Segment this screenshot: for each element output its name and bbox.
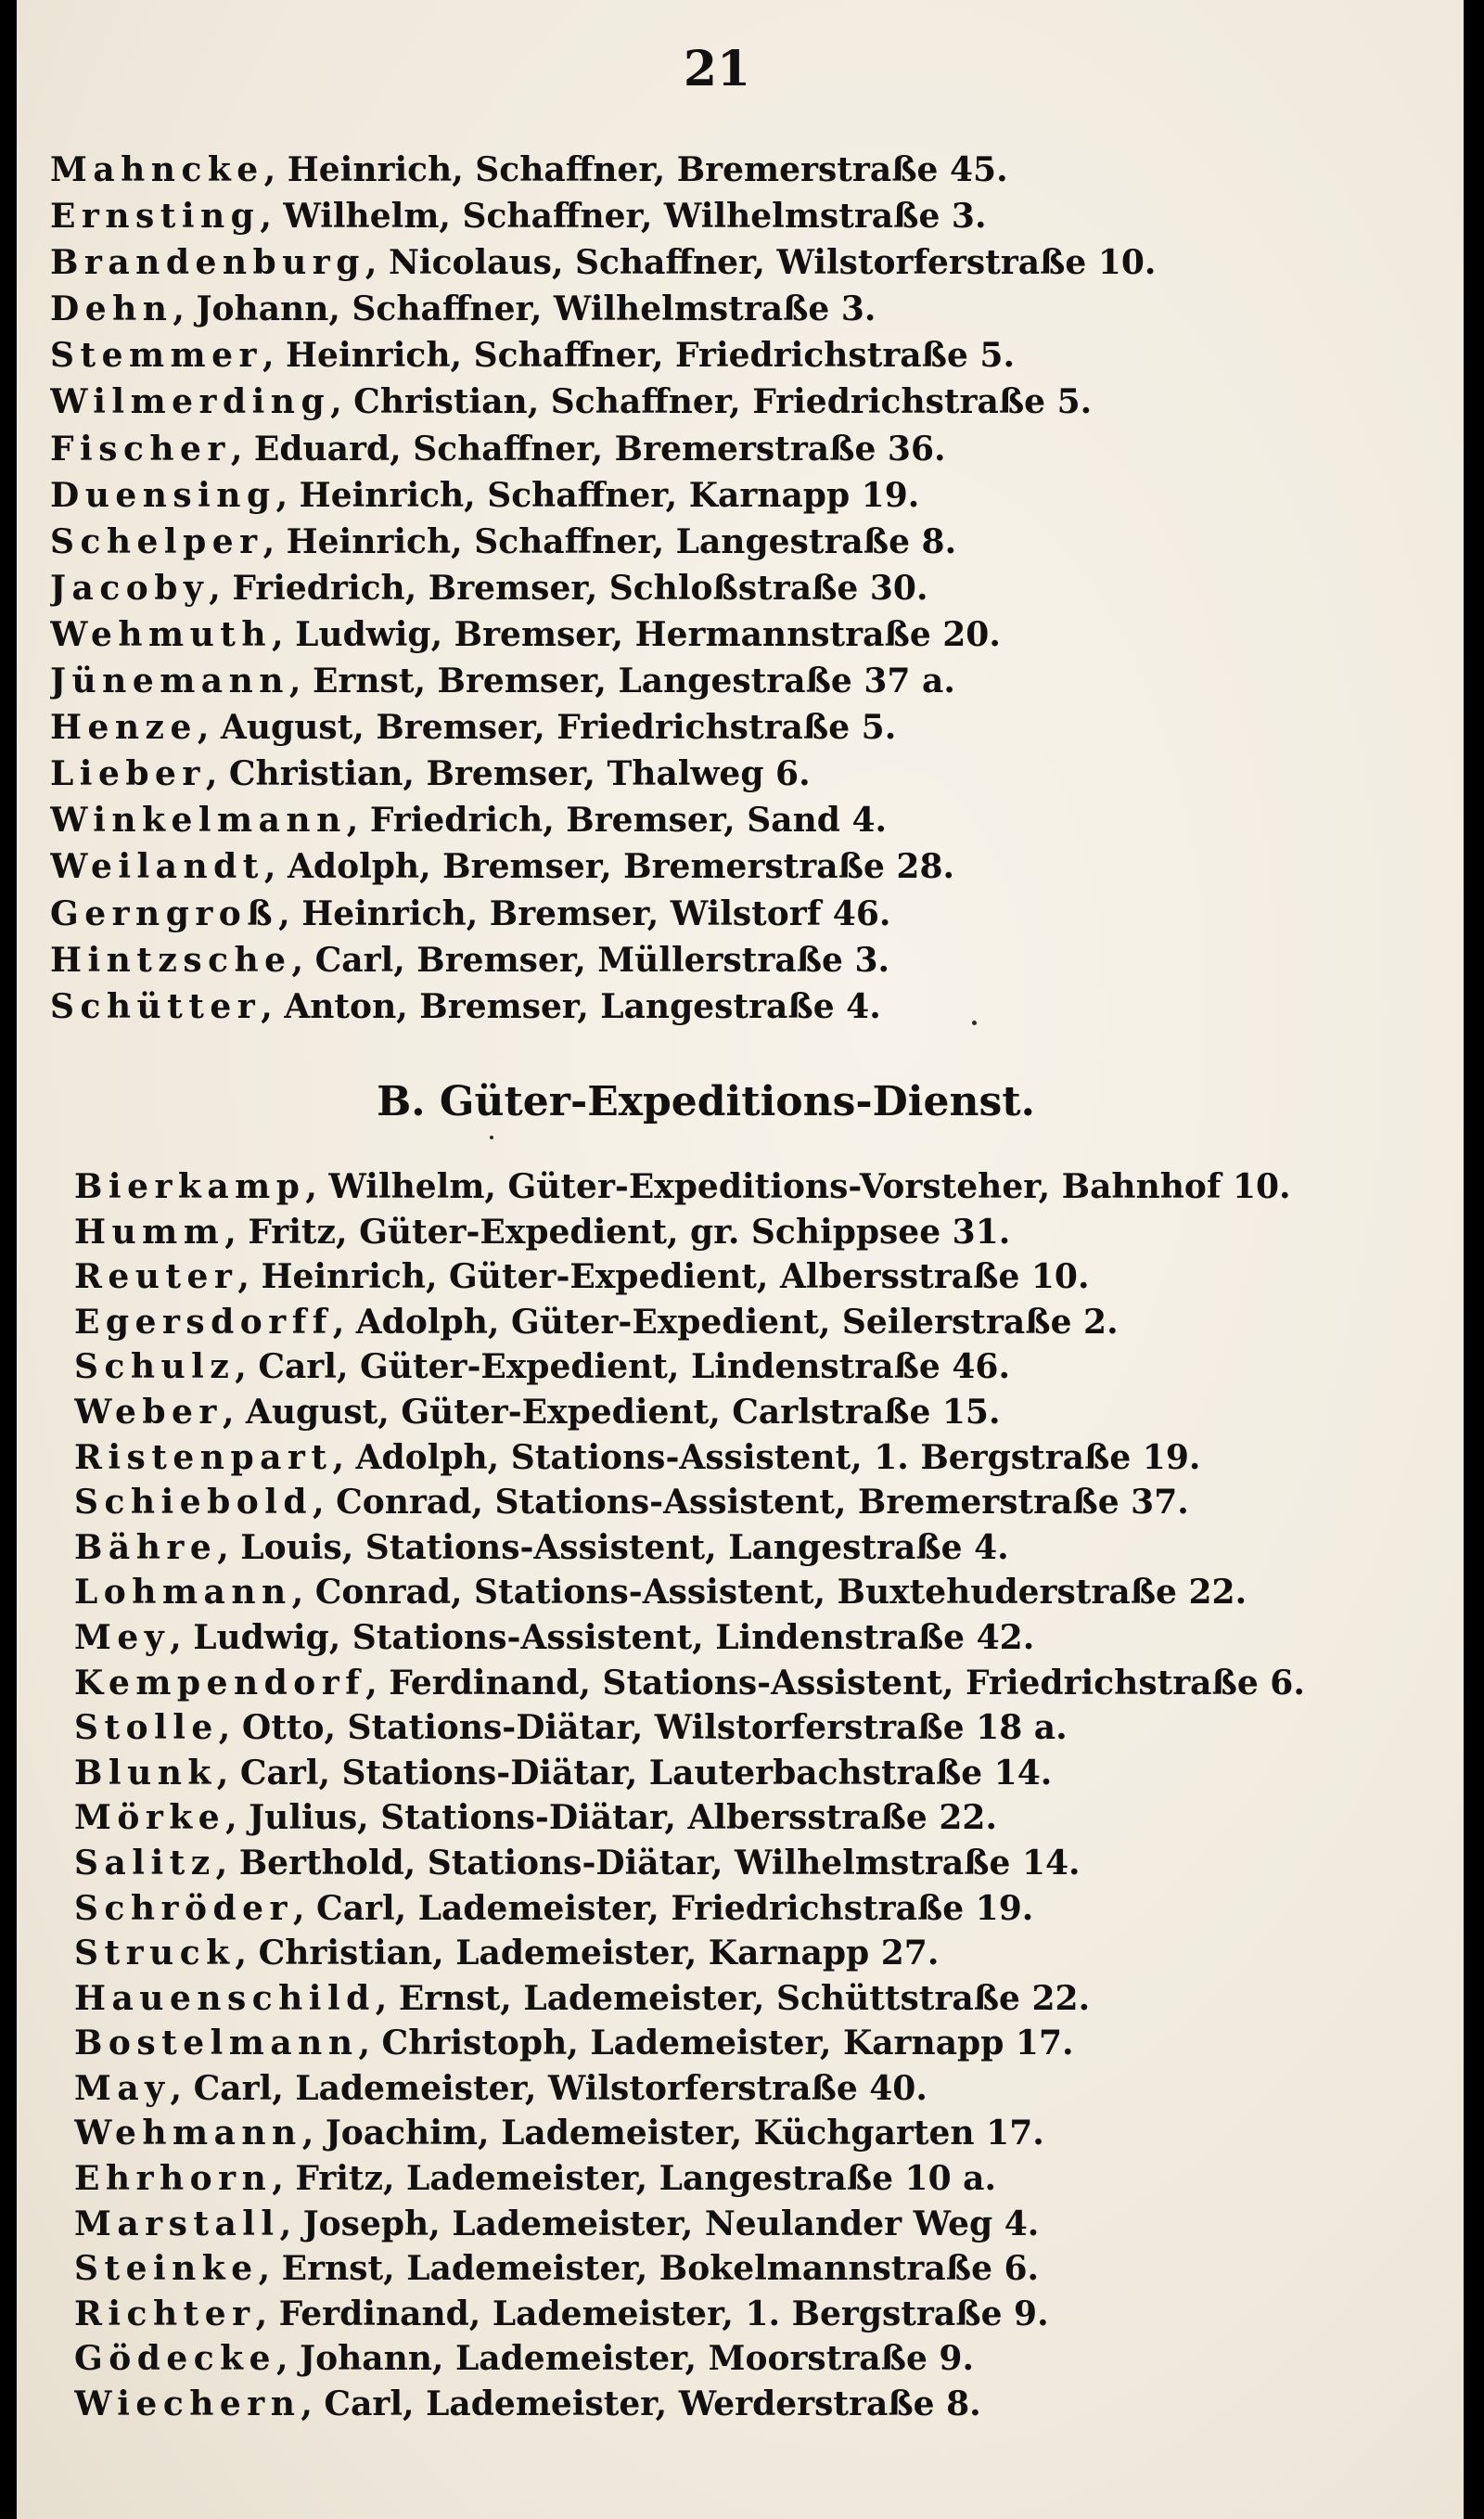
list-item xyxy=(50,937,1441,983)
entry-details: , Ernst, Lademeister, Schüttstraße 22. xyxy=(375,1978,1091,2018)
list-item xyxy=(50,379,1441,425)
surname: Schulz xyxy=(74,1347,236,1387)
entry-details: , Friedrich, Bremser, Sand 4. xyxy=(346,801,888,841)
list-item xyxy=(74,1525,1447,1571)
entry-details: , Carl, Lademeister, Wilstorferstraße 40. xyxy=(170,2068,928,2108)
surname: Henze xyxy=(50,708,198,748)
list-item xyxy=(74,1661,1447,1706)
page-edge-shadow xyxy=(1464,0,1484,2519)
surname: Reuter xyxy=(74,1257,238,1297)
entry-details: , Nicolaus, Schaffner, Wilstorferstraße 10. xyxy=(365,243,1157,283)
list-item xyxy=(74,1435,1447,1481)
surname: Kempendorf xyxy=(74,1663,366,1703)
entry-details: , Christian, Lademeister, Karnapp 27. xyxy=(235,1934,940,1973)
surname: Hauenschild xyxy=(74,1978,376,2018)
entry-details: , Joachim, Lademeister, Küchgarten 17. xyxy=(301,2114,1044,2153)
document-page xyxy=(17,0,1469,2519)
entry-details: , Adolph, Stations-Assistent, 1. Bergstraße 19. xyxy=(332,1437,1201,1477)
list-item xyxy=(74,2021,1447,2066)
list-item xyxy=(50,704,1441,751)
surname: Mahncke xyxy=(50,150,264,189)
surname: Ehrhorn xyxy=(74,2159,273,2199)
entry-details: , Fritz, Lademeister, Langestraße 10 a. xyxy=(272,2159,997,2199)
staff-list-b xyxy=(74,1164,1447,2427)
entry-details: , Johann, Lademeister, Moorstraße 9. xyxy=(275,2339,974,2379)
list-item xyxy=(74,1931,1447,1976)
staff-list-a xyxy=(50,147,1441,1030)
surname: Jacoby xyxy=(50,568,210,608)
entry-details: , Heinrich, Güter-Expedient, Albersstraße 10. xyxy=(237,1257,1090,1297)
entry-details: , Friedrich, Bremser, Schloßstraße 30. xyxy=(209,568,928,608)
surname: Gödecke xyxy=(74,2339,276,2379)
surname: Steinke xyxy=(74,2249,259,2289)
list-item xyxy=(74,1390,1447,1435)
entry-details: , Carl, Stations-Diätar, Lauterbachstraße 14. xyxy=(216,1753,1053,1793)
list-item xyxy=(74,1886,1447,1932)
surname: Humm xyxy=(74,1212,225,1252)
list-item xyxy=(74,2382,1447,2427)
surname: Lieber xyxy=(50,754,206,794)
list-item xyxy=(50,797,1441,843)
entry-details: , August, Güter-Expedient, Carlstraße 15. xyxy=(222,1392,1001,1432)
entry-details: , Heinrich, Schaffner, Bremerstraße 45. xyxy=(263,150,1008,189)
list-item xyxy=(74,1841,1447,1886)
list-item xyxy=(50,239,1441,286)
entry-details: , Joseph, Lademeister, Neulander Weg 4. xyxy=(279,2204,1040,2243)
entry-details: , Ernst, Bremser, Langestraße 37 a. xyxy=(288,662,955,701)
entry-details: , Carl, Güter-Expedient, Lindenstraße 46. xyxy=(235,1347,1010,1387)
entry-details: , Ernst, Lademeister, Bokelmannstraße 6. xyxy=(258,2249,1040,2289)
surname: Mey xyxy=(74,1617,171,1657)
list-item xyxy=(50,891,1441,937)
entry-details: , Adolph, Bremser, Bremerstraße 28. xyxy=(263,847,955,887)
list-item xyxy=(50,193,1441,239)
entry-details: , Conrad, Stations-Assistent, Bremerstraße 37. xyxy=(313,1483,1189,1523)
surname: Dehn xyxy=(50,289,173,329)
list-item xyxy=(50,983,1441,1030)
list-item xyxy=(50,611,1441,658)
list-item xyxy=(74,1480,1447,1525)
entry-details: , Christian, Bremser, Thalweg 6. xyxy=(205,754,811,794)
list-item xyxy=(74,1615,1447,1661)
entry-details: , Eduard, Schaffner, Bremerstraße 36. xyxy=(230,429,946,469)
surname: Jünemann xyxy=(50,662,289,701)
list-item xyxy=(74,2336,1447,2382)
surname: Stemmer xyxy=(50,336,262,376)
surname: Lohmann xyxy=(74,1573,292,1613)
list-item xyxy=(74,2292,1447,2337)
entry-details: , Adolph, Güter-Expedient, Seilerstraße 2. xyxy=(332,1302,1119,1342)
surname: Fischer xyxy=(50,429,231,469)
surname: Richter xyxy=(74,2294,256,2333)
surname: Mörke xyxy=(74,1798,226,1838)
list-item xyxy=(50,658,1441,704)
surname: Brandenburg xyxy=(50,243,365,283)
entry-details: , Berthold, Stations-Diätar, Wilhelmstraße 14. xyxy=(215,1843,1081,1883)
surname: Duensing xyxy=(50,475,276,515)
entry-details: , Ferdinand, Lademeister, 1. Bergstraße 9. xyxy=(255,2294,1049,2333)
list-item xyxy=(74,2156,1447,2202)
entry-details: , Julius, Stations-Diätar, Albersstraße 22. xyxy=(225,1798,997,1838)
surname: Schütter xyxy=(50,986,262,1026)
list-item xyxy=(74,1976,1447,2022)
entry-details: , Conrad, Stations-Assistent, Buxtehuderstraße 22. xyxy=(291,1573,1247,1613)
list-item xyxy=(50,286,1441,332)
list-item xyxy=(74,2202,1447,2247)
entry-details: , Ludwig, Bremser, Hermannstraße 20. xyxy=(272,614,1001,654)
entry-details: , August, Bremser, Friedrichstraße 5. xyxy=(197,708,897,748)
surname: Wehmuth xyxy=(50,614,273,654)
entry-details: , Anton, Bremser, Langestraße 4. xyxy=(261,986,881,1026)
surname: Blunk xyxy=(74,1753,217,1793)
entry-details: , Otto, Stations-Diätar, Wilstorferstraße 18 a. xyxy=(218,1708,1068,1748)
list-item xyxy=(50,843,1441,890)
surname: Bierkamp xyxy=(74,1167,306,1206)
surname: Marstall xyxy=(74,2204,280,2243)
surname: Stolle xyxy=(74,1708,219,1748)
entry-details: , Wilhelm, Schaffner, Wilhelmstraße 3. xyxy=(260,197,987,237)
list-item xyxy=(50,332,1441,379)
list-item xyxy=(50,565,1441,611)
entry-details: , Carl, Lademeister, Friedrichstraße 19. xyxy=(292,1888,1034,1928)
surname: Ristenpart xyxy=(74,1437,333,1477)
list-item xyxy=(74,1570,1447,1615)
list-item xyxy=(74,1705,1447,1751)
entry-details: , Christoph, Lademeister, Karnapp 17. xyxy=(358,2024,1074,2063)
entry-details: , Fritz, Güter-Expedient, gr. Schippsee 31. xyxy=(224,1212,1011,1252)
list-item xyxy=(74,1344,1447,1390)
entry-details: , Ferdinand, Stations-Assistent, Friedrichstraße 6. xyxy=(365,1663,1305,1703)
surname: Wiechern xyxy=(74,2384,301,2424)
entry-details: , Heinrich, Schaffner, Friedrichstraße 5. xyxy=(262,336,1015,376)
surname: May xyxy=(74,2068,171,2108)
entry-details: , Carl, Bremser, Müllerstraße 3. xyxy=(291,940,890,980)
entry-details: , Ludwig, Stations-Assistent, Lindenstraße 42. xyxy=(170,1617,1035,1657)
list-item xyxy=(74,1210,1447,1255)
list-item xyxy=(74,1300,1447,1345)
list-item xyxy=(74,1164,1447,1210)
surname: Wehmann xyxy=(74,2114,302,2153)
surname: Weilandt xyxy=(50,847,264,887)
surname: Ernsting xyxy=(50,197,261,237)
list-item xyxy=(74,1751,1447,1796)
entry-details: , Heinrich, Bremser, Wilstorf 46. xyxy=(278,893,891,933)
list-item xyxy=(74,1254,1447,1300)
page-number: 21 xyxy=(683,41,751,97)
entry-details: , Wilhelm, Güter-Expeditions-Vorsteher, Bahnhof 10. xyxy=(305,1167,1291,1206)
surname: Hintzsche xyxy=(50,940,292,980)
surname: Schiebold xyxy=(74,1483,313,1523)
list-item xyxy=(50,751,1441,797)
entry-details: , Carl, Lademeister, Werderstraße 8. xyxy=(301,2384,981,2424)
entry-details: , Heinrich, Schaffner, Langestraße 8. xyxy=(262,521,957,561)
surname: Winkelmann xyxy=(50,801,347,841)
list-item xyxy=(50,472,1441,519)
entry-details: , Heinrich, Schaffner, Karnapp 19. xyxy=(275,475,920,515)
surname: Egersdorff xyxy=(74,1302,333,1342)
entry-details: , Johann, Schaffner, Wilhelmstraße 3. xyxy=(173,289,876,329)
surname: Wilmerding xyxy=(50,382,331,422)
print-speck xyxy=(490,1136,493,1139)
list-item xyxy=(50,519,1441,565)
list-item xyxy=(74,2066,1447,2112)
print-speck xyxy=(972,1021,977,1025)
surname: Schröder xyxy=(74,1888,293,1928)
surname: Bostelmann xyxy=(74,2024,359,2063)
list-item xyxy=(50,426,1441,472)
list-item xyxy=(74,1795,1447,1841)
entry-details: , Christian, Schaffner, Friedrichstraße 5. xyxy=(330,382,1093,422)
surname: Schelper xyxy=(50,521,263,561)
list-item xyxy=(74,2246,1447,2292)
surname: Gerngroß xyxy=(50,893,279,933)
surname: Struck xyxy=(74,1934,236,1973)
entry-details: , Louis, Stations-Assistent, Langestraße 4. xyxy=(217,1527,1009,1567)
list-item xyxy=(74,2111,1447,2156)
list-item xyxy=(50,147,1441,193)
section-heading: B. Güter-Expeditions-Dienst. xyxy=(377,1078,1035,1125)
surname: Salitz xyxy=(74,1843,216,1883)
surname: Weber xyxy=(74,1392,223,1432)
surname: Bähre xyxy=(74,1527,218,1567)
